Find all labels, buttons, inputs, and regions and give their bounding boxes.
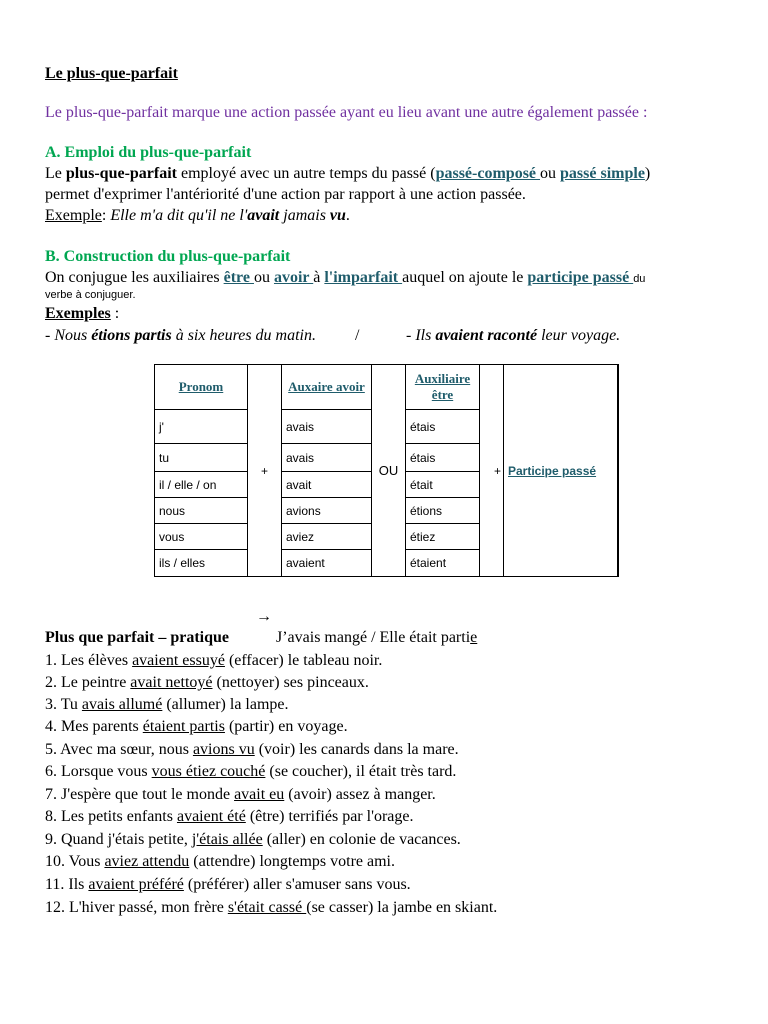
section-b-examples-label: Exemples : [45, 305, 120, 322]
example-separator: / [355, 327, 360, 344]
practice-title: Plus que parfait – pratique [45, 629, 230, 646]
right-arrow-icon: → [256, 608, 272, 625]
table-cell-pronom: il / elle / on [155, 472, 248, 498]
table-cell-etre: était [406, 472, 480, 498]
table-cell-avoir: avais [282, 410, 372, 444]
term-plus-que-parfait: plus-que-parfait [65, 165, 177, 182]
answer: avions vu [192, 741, 255, 758]
answer: étaient partis [142, 718, 225, 735]
answer: avait nettoyé [130, 674, 213, 691]
list-item: 3. Tu avais allumé (allumer) la lampe. [45, 696, 289, 713]
answer: s'était cassé [227, 899, 307, 916]
example-label: Exemple [45, 207, 102, 224]
answer: aviez attendu [104, 853, 190, 870]
answer: avais allumé [81, 696, 163, 713]
section-b-line-1: On conjugue les auxiliaires être ou avoir à l'imparfait auquel on ajoute le participe passé du [45, 269, 646, 286]
list-item: 11. Ils avaient préféré (préférer) aller s'amuser sans vous. [45, 876, 411, 893]
header-auxiliaire-etre: Auxiliaire être [406, 365, 480, 410]
list-item: 7. J'espère que tout le monde avait eu (avoir) assez à manger. [45, 786, 436, 803]
intro-text: Le plus-que-parfait marque une action passée ayant eu lieu avant une autre également passée : [45, 104, 648, 121]
answer: avait eu [234, 786, 285, 803]
table-cell-avoir: aviez [282, 524, 372, 550]
section-a-example: Exemple: Elle m'a dit qu'il ne l'avait jamais vu. [45, 207, 350, 224]
link-participe-passe[interactable]: participe passé [527, 269, 634, 286]
table-cell-pronom: nous [155, 498, 248, 524]
answer: vous étiez couché [151, 763, 266, 780]
list-item: 8. Les petits enfants avaient été (être) terrifiés par l'orage. [45, 808, 414, 825]
section-a-line-2: permet d'exprimer l'antériorité d'une action par rapport à une action passée. [45, 186, 526, 203]
table-cell-avoir: avait [282, 472, 372, 498]
table-cell-avoir: avais [282, 444, 372, 472]
list-item: 1. Les élèves avaient essuyé (effacer) le tableau noir. [45, 652, 383, 669]
section-b-line-2: verbe à conjuguer. [45, 289, 136, 301]
list-item: 2. Le peintre avait nettoyé (nettoyer) ses pinceaux. [45, 674, 369, 691]
ou-label: OU [372, 365, 406, 577]
plus-sign-2: + [480, 365, 504, 577]
link-etre[interactable]: être [223, 269, 254, 286]
table-cell-etre: étais [406, 444, 480, 472]
list-item: 10. Vous aviez attendu (attendre) longtemps votre ami. [45, 853, 395, 870]
table-cell-etre: étions [406, 498, 480, 524]
section-a-heading: A. Emploi du plus-que-parfait [45, 144, 252, 161]
list-item: 4. Mes parents étaient partis (partir) en voyage. [45, 718, 348, 735]
list-item: 12. L'hiver passé, mon frère s'était cassé (se casser) la jambe en skiant. [45, 899, 498, 916]
table-cell-etre: étais [406, 410, 480, 444]
practice-example: J’avais mangé / Elle était partie [276, 629, 478, 646]
header-auxiliaire-avoir: Auxaire avoir [282, 365, 372, 410]
answer: j'étais allée [191, 831, 263, 848]
table-cell-avoir: avaient [282, 550, 372, 577]
list-item: 9. Quand j'étais petite, j'étais allée (aller) en colonie de vacances. [45, 831, 461, 848]
table-cell-etre: étiez [406, 524, 480, 550]
link-avoir[interactable]: avoir [273, 269, 314, 286]
list-item: 6. Lorsque vous vous étiez couché (se coucher), il était très tard. [45, 763, 457, 780]
plus-sign-1: + [248, 365, 282, 577]
answer: avaient préféré [88, 876, 184, 893]
link-passe-simple[interactable]: passé simple [560, 165, 645, 182]
link-imparfait[interactable]: l'imparfait [324, 269, 403, 286]
section-b-example-2: - Ils avaient raconté leur voyage. [406, 327, 621, 344]
table-cell-pronom: j' [155, 410, 248, 444]
table-cell-avoir: avions [282, 498, 372, 524]
section-b-heading: B. Construction du plus-que-parfait [45, 248, 291, 265]
table-cell-pronom: vous [155, 524, 248, 550]
table-cell-pronom: tu [155, 444, 248, 472]
section-b-example-1: - Nous étions partis à six heures du matin. [45, 327, 316, 344]
answer: avaient essuyé [132, 652, 225, 669]
answer: avaient été [176, 808, 246, 825]
header-pronom: Pronom [155, 365, 248, 410]
list-item: 5. Avec ma sœur, nous avions vu (voir) les canards dans la mare. [45, 741, 459, 758]
page-title: Le plus-que-parfait [45, 65, 178, 82]
section-a-line-1: Le plus-que-parfait employé avec un autre temps du passé (passé-composé ou passé simple) [45, 165, 651, 182]
table-cell-pronom: ils / elles [155, 550, 248, 577]
link-passe-compose[interactable]: passé-composé [435, 165, 541, 182]
participe-passe-cell: Participe passé [504, 365, 618, 577]
conjugation-table [154, 364, 619, 577]
table-cell-etre: étaient [406, 550, 480, 577]
